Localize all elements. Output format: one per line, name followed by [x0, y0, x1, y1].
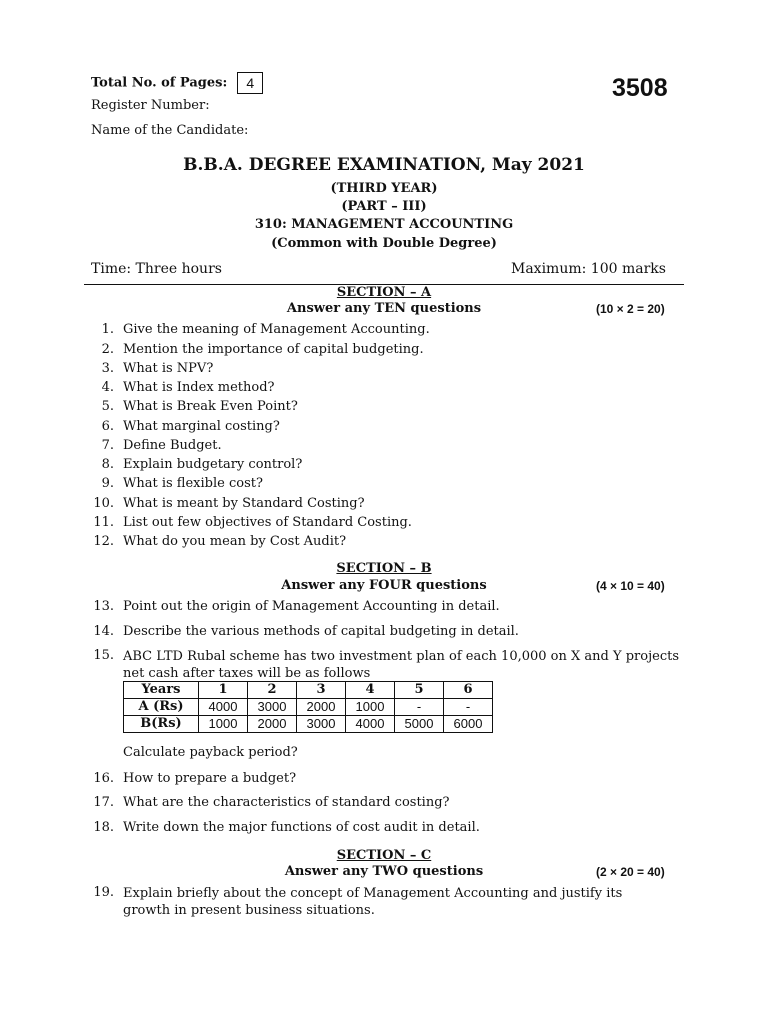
table-cell: 4000 — [346, 716, 395, 733]
table-row — [124, 699, 493, 716]
question-number: 9. — [101, 476, 114, 491]
question-text: What is Break Even Point? — [123, 399, 298, 414]
exam-part: (PART – III) — [341, 199, 427, 214]
section-a-marks: (10 × 2 = 20) — [596, 302, 665, 316]
table-cell: 3 — [297, 682, 346, 699]
question-number: 12. — [93, 534, 114, 549]
question-number: 13. — [93, 599, 114, 614]
question-number: 16. — [93, 771, 114, 786]
table-cell: 6 — [444, 682, 493, 699]
table-cell: - — [444, 699, 493, 716]
table-cell: 2 — [248, 682, 297, 699]
total-pages-row — [91, 72, 263, 94]
question-number: 10. — [93, 496, 114, 511]
table-header-row — [124, 682, 493, 699]
question-text: Give the meaning of Management Accounting. — [123, 322, 430, 337]
question-text: Define Budget. — [123, 438, 222, 453]
paper-code: 3508 — [612, 74, 668, 102]
table-cell: 3000 — [297, 716, 346, 733]
question-number: 14. — [93, 624, 114, 639]
register-number-label: Register Number: — [91, 98, 210, 113]
question-number: 15. — [93, 648, 114, 663]
total-pages-value: 4 — [237, 72, 263, 94]
question-number: 11. — [93, 515, 114, 530]
table-cell: Years — [124, 682, 199, 699]
table-cell: 2000 — [297, 699, 346, 716]
table-cell: 6000 — [444, 716, 493, 733]
question-text: What is meant by Standard Costing? — [123, 496, 365, 511]
question-number: 19. — [93, 885, 114, 900]
question-text: Point out the origin of Management Accounting in detail. — [123, 599, 500, 614]
exam-title: B.B.A. DEGREE EXAMINATION, May 2021 — [183, 155, 585, 175]
table-cell: 1 — [199, 682, 248, 699]
table-cell: 1000 — [199, 716, 248, 733]
section-b-instruction: Answer any FOUR questions — [281, 578, 487, 593]
exam-max-marks: Maximum: 100 marks — [511, 261, 666, 277]
candidate-name-label: Name of the Candidate: — [91, 123, 249, 138]
exam-year: (THIRD YEAR) — [330, 181, 438, 196]
question-text: Mention the importance of capital budgeting. — [123, 342, 424, 357]
question-text: ABC LTD Rubal scheme has two investment plan of each 10,000 on X and Y projects net cash after taxes will be as follows — [123, 649, 679, 681]
question-number: 18. — [93, 820, 114, 835]
table-cell: B(Rs) — [124, 716, 199, 733]
question-text: How to prepare a budget? — [123, 771, 297, 786]
payback-data-table — [123, 681, 493, 733]
section-b-title: SECTION – B — [336, 561, 432, 576]
question-number: 5. — [101, 399, 114, 414]
question-text: What is NPV? — [123, 361, 214, 376]
exam-common-note: (Common with Double Degree) — [271, 236, 497, 251]
question-number: 8. — [101, 457, 114, 472]
question-text: List out few objectives of Standard Costing. — [123, 515, 412, 530]
question-number: 1. — [101, 322, 114, 337]
question-text: What is flexible cost? — [123, 476, 263, 491]
section-a-instruction: Answer any TEN questions — [286, 301, 482, 316]
exam-time: Time: Three hours — [91, 261, 222, 277]
exam-subject: 310: MANAGEMENT ACCOUNTING — [254, 217, 514, 232]
question-text: What marginal costing? — [123, 419, 280, 434]
table-cell: 3000 — [248, 699, 297, 716]
table-cell: A (Rs) — [124, 699, 199, 716]
question-number: 2. — [101, 342, 114, 357]
question-number: 6. — [101, 419, 114, 434]
question-number: 3. — [101, 361, 114, 376]
question-text: What are the characteristics of standard costing? — [123, 795, 450, 810]
section-c-instruction: Answer any TWO questions — [284, 864, 484, 879]
table-cell: 2000 — [248, 716, 297, 733]
question-number: 7. — [101, 438, 114, 453]
table-cell: 5000 — [395, 716, 444, 733]
question-text: Explain budgetary control? — [123, 457, 303, 472]
question-text: Describe the various methods of capital budgeting in detail. — [123, 624, 519, 639]
question-text: Write down the major functions of cost audit in detail. — [123, 820, 480, 835]
section-c-title: SECTION – C — [336, 848, 432, 863]
section-a-title: SECTION – A — [336, 285, 432, 300]
question-15-followup: Calculate payback period? — [123, 745, 298, 760]
table-row — [124, 716, 493, 733]
table-cell: 1000 — [346, 699, 395, 716]
question-number: 4. — [101, 380, 114, 395]
table-cell: 4 — [346, 682, 395, 699]
table-cell: - — [395, 699, 444, 716]
question-number: 17. — [93, 795, 114, 810]
question-text: Explain briefly about the concept of Management Accounting and justify its growth in present business situations. — [123, 886, 623, 918]
table-cell: 5 — [395, 682, 444, 699]
question-text: What is Index method? — [123, 380, 275, 395]
table-cell: 4000 — [199, 699, 248, 716]
section-c-marks: (2 × 20 = 40) — [596, 865, 665, 879]
total-pages-label: Total No. of Pages: — [91, 75, 228, 91]
section-b-marks: (4 × 10 = 40) — [596, 579, 665, 593]
question-text: What do you mean by Cost Audit? — [123, 534, 347, 549]
